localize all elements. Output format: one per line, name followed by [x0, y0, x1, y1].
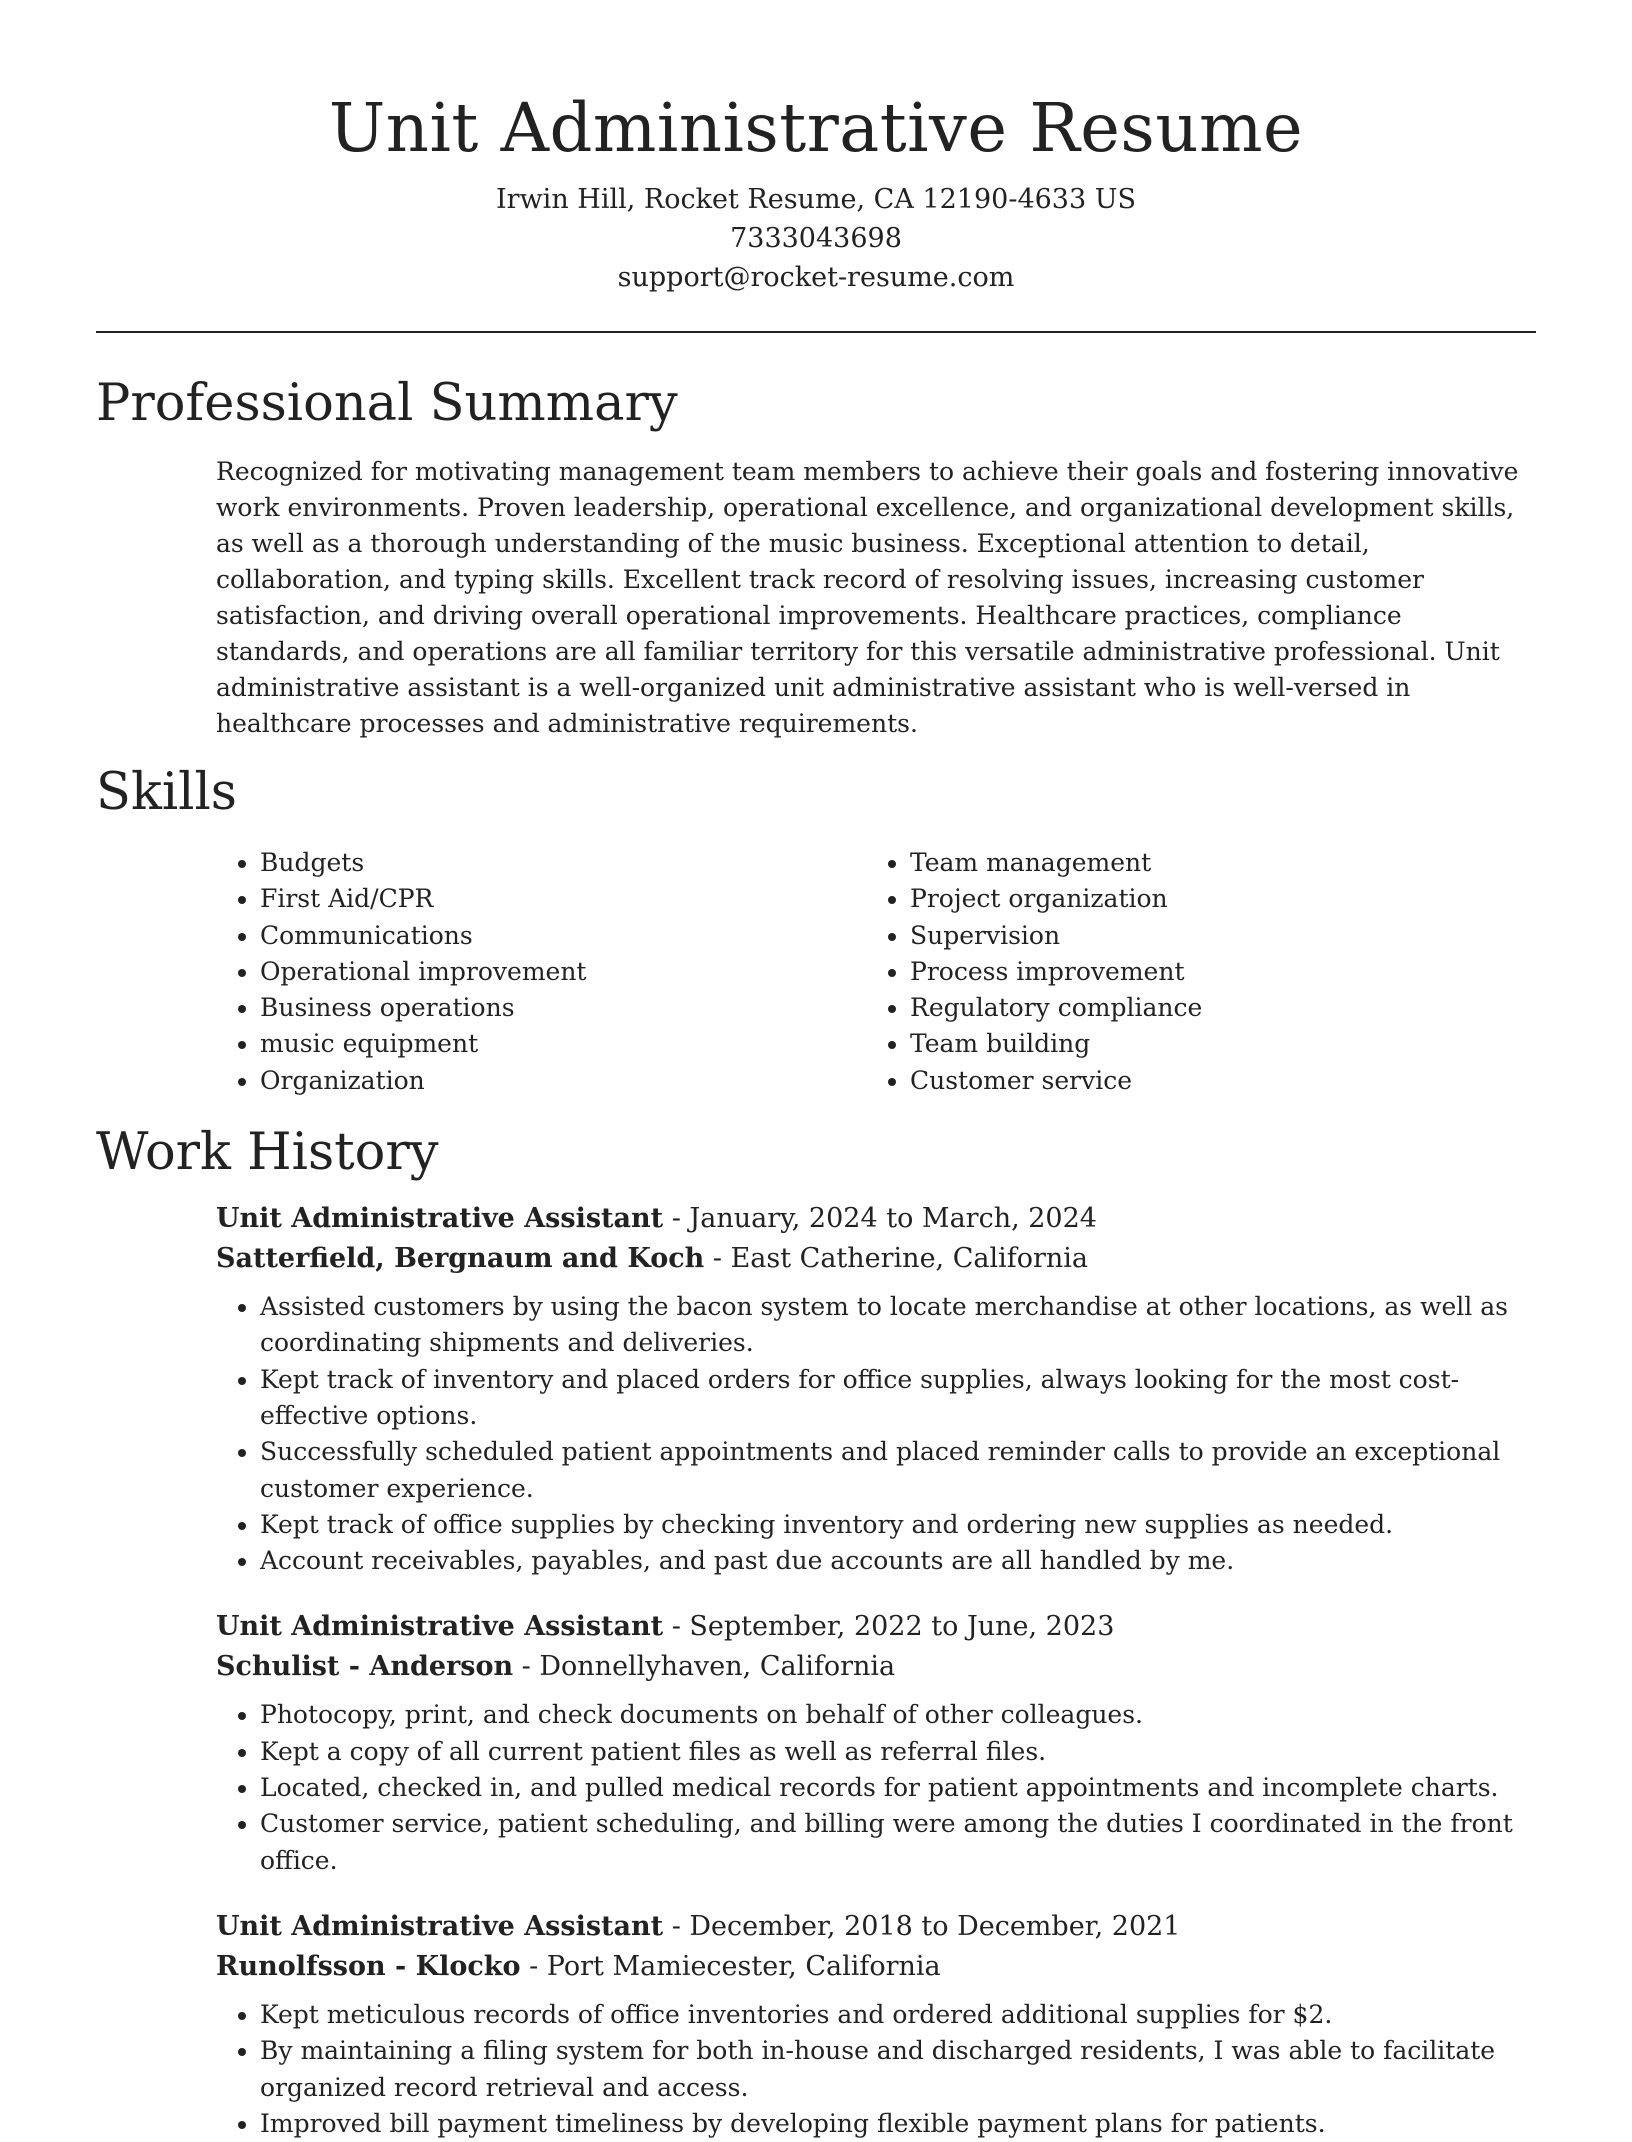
contact-address: Irwin Hill, Rocket Resume, CA 12190-4633 US	[496, 184, 1136, 215]
contact-phone: 7333043698	[730, 223, 902, 254]
contact-email: support@rocket-resume.com	[617, 262, 1015, 293]
job-company-line	[216, 1947, 1536, 1987]
skill-item: • Communications	[260, 918, 866, 954]
resume-header	[96, 0, 1536, 333]
duty-item: • Kept a copy of all current patient files as well as referral files.	[260, 1734, 1536, 1770]
skill-item: • Operational improvement	[260, 954, 866, 990]
skills-section	[96, 763, 1536, 1099]
duty-item: • By maintaining a filing system for both in-house and discharged residents, I was able to facilitate organized record retrieval and access.	[260, 2033, 1536, 2106]
job-duties-list	[216, 1997, 1536, 2142]
skill-item: • music equipment	[260, 1026, 866, 1062]
header-divider	[96, 331, 1536, 333]
skill-item: • Regulatory compliance	[910, 990, 1516, 1026]
job-company-line	[216, 1647, 1536, 1687]
work-history-heading: Work History	[96, 1123, 439, 1183]
job-dates: - January, 2024 to March, 2024	[663, 1203, 1097, 1235]
job-entry	[216, 1607, 1536, 1878]
job-duties-list	[216, 1697, 1536, 1878]
job-dates: - December, 2018 to December, 2021	[663, 1910, 1181, 1942]
skill-item: • Organization	[260, 1063, 866, 1099]
work-history-section	[96, 1123, 1536, 2142]
job-location: - East Catherine, California	[704, 1243, 1089, 1275]
skill-item: • Project organization	[910, 881, 1516, 917]
duty-item: • Account receivables, payables, and past due accounts are all handled by me.	[260, 1543, 1536, 1579]
job-title-line	[216, 1199, 1536, 1239]
skill-item: • Team management	[910, 845, 1516, 881]
job-title-line	[216, 1607, 1536, 1647]
job-dates: - September, 2022 to June, 2023	[663, 1611, 1115, 1643]
job-company: Schulist - Anderson	[216, 1651, 514, 1683]
job-title: Unit Administrative Assistant	[216, 1203, 664, 1235]
job-entry	[216, 1907, 1536, 2142]
summary-section	[96, 374, 1536, 742]
skill-item: • Team building	[910, 1026, 1516, 1062]
duty-item: • Kept meticulous records of office inventories and ordered additional supplies for $2.	[260, 1997, 1536, 2033]
duty-item: • Customer service, patient scheduling, and billing were among the duties I coordinated in the front office.	[260, 1806, 1536, 1879]
skill-item: • Supervision	[910, 918, 1516, 954]
job-duties-list	[216, 1289, 1536, 1579]
duty-item: • Kept track of inventory and placed orders for office supplies, always looking for the most cost-effective options.	[260, 1362, 1536, 1435]
job-company: Runolfsson - Klocko	[216, 1950, 521, 1982]
skills-column-right	[866, 845, 1516, 1099]
skills-grid	[216, 845, 1536, 1099]
job-location: - Port Mamiecester, California	[520, 1950, 941, 1982]
skill-item: • First Aid/CPR	[260, 881, 866, 917]
skill-item: • Budgets	[260, 845, 866, 881]
job-entry	[216, 1199, 1536, 1579]
skill-item: • Process improvement	[910, 954, 1516, 990]
job-company-line	[216, 1239, 1536, 1279]
duty-item: • Successfully scheduled patient appointments and placed reminder calls to provide an exceptional customer experience.	[260, 1434, 1536, 1507]
duty-item: • Located, checked in, and pulled medical records for patient appointments and incomplete charts.	[260, 1770, 1536, 1806]
job-title-line	[216, 1907, 1536, 1947]
duty-item: • Assisted customers by using the bacon system to locate merchandise at other locations, as well as coordinating shipments and deliveries.	[260, 1289, 1536, 1362]
job-title: Unit Administrative Assistant	[216, 1611, 664, 1643]
skill-item: • Customer service	[910, 1063, 1516, 1099]
duty-item: • Photocopy, print, and check documents on behalf of other colleagues.	[260, 1697, 1536, 1733]
duty-item: • Improved bill payment timeliness by developing flexible payment plans for patients.	[260, 2106, 1536, 2142]
job-location: - Donnellyhaven, California	[513, 1651, 896, 1683]
page-title: Unit Administrative Resume	[328, 89, 1304, 167]
duty-item: • Kept track of office supplies by checking inventory and ordering new supplies as needed.	[260, 1507, 1536, 1543]
contact-info	[96, 180, 1536, 297]
skill-item: • Business operations	[260, 990, 866, 1026]
job-company: Satterfield, Bergnaum and Koch	[216, 1243, 705, 1275]
skills-heading: Skills	[96, 763, 237, 822]
job-title: Unit Administrative Assistant	[216, 1910, 664, 1942]
summary-text: Recognized for motivating management team members to achieve their goals and fostering innovative work environments. Proven leadership, operational excellence, and organizational development skills, as well as a thorough understanding of the music business. Exceptional attention to detail, collaboration, and typing skills. Excellent track record of resolving issues, increasing customer satisfaction, and driving overall operational improvements. Healthcare practices, compliance standards, and operations are all familiar territory for this versatile administrative professional. Unit administrative assistant is a well-organized unit administrative assistant who is well-versed in healthcare processes and administrative requirements.	[216, 457, 1519, 738]
skills-column-left	[216, 845, 866, 1099]
resume-page	[96, 0, 1536, 2142]
summary-heading: Professional Summary	[96, 374, 678, 433]
